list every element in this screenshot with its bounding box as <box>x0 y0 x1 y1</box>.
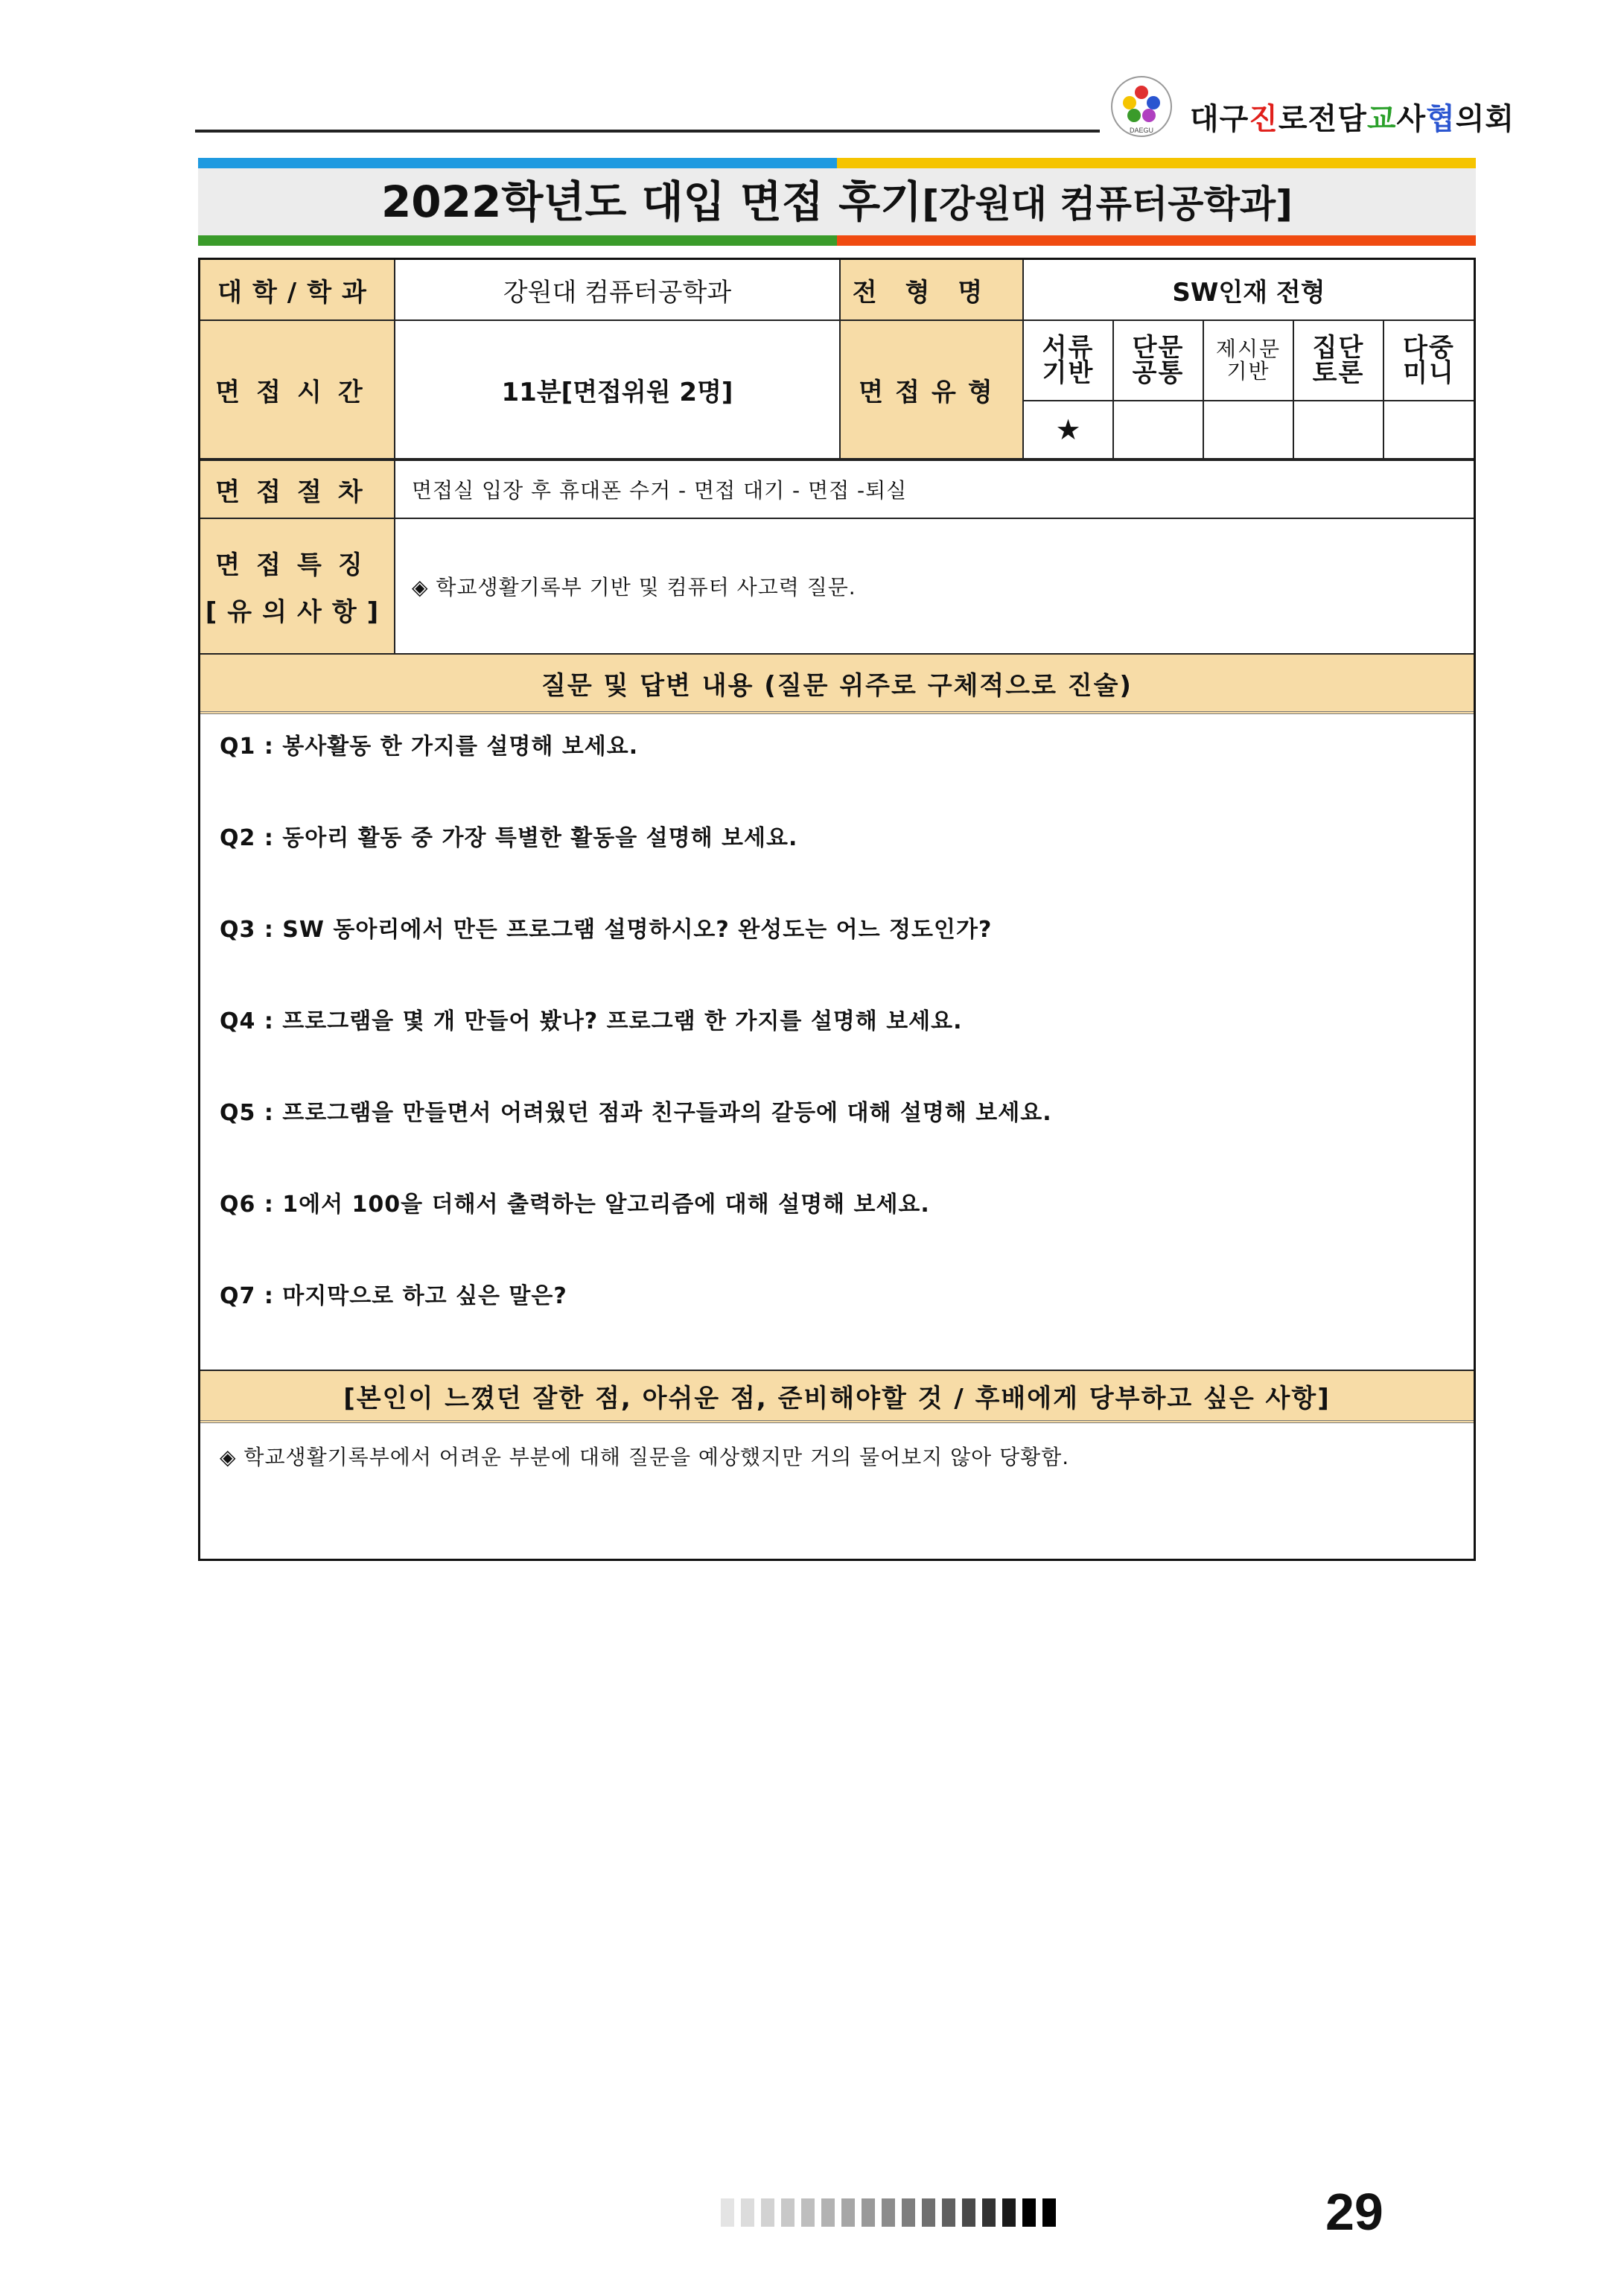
type-group-discussion: 집단 토론 <box>1294 321 1384 401</box>
logo-text: DAEGU <box>1129 127 1154 134</box>
question-item: Q1 : 봉사활동 한 가지를 설명해 보세요. <box>220 734 639 760</box>
banner-bar-blue <box>198 158 837 168</box>
reflection-value: ◈ 학교생활기록부에서 어려운 부분에 대해 질문을 예상했지만 거의 물어보지 않아 당황함. <box>220 1445 1070 1469</box>
question-item: Q2 : 동아리 활동 중 가장 특별한 활동을 설명해 보세요. <box>220 825 798 851</box>
question-item: Q4 : 프로그램을 몇 개 만들어 봤나? 프로그램 한 가지를 설명해 보세요. <box>220 1008 963 1034</box>
interview-form-table <box>198 258 1476 1561</box>
banner-bar-red <box>837 235 1476 246</box>
title-banner <box>198 158 1476 241</box>
association-logo-icon <box>1109 74 1174 139</box>
question-list <box>200 720 1474 1376</box>
page-number: 29 <box>1325 2183 1383 2241</box>
type-mark-short-common <box>1114 401 1204 459</box>
feature-label: 면접특징 [유의사항] <box>200 519 395 655</box>
admission-label: 전형명 <box>841 260 1024 321</box>
banner-bar-yellow <box>837 158 1476 168</box>
admission-value: SW인재 전형 <box>1024 260 1474 321</box>
type-mark-multi-mini <box>1384 401 1474 459</box>
page-progress-blocks <box>721 2198 1056 2228</box>
header-rule <box>195 130 1100 133</box>
type-passage-based: 제시문 기반 <box>1204 321 1294 401</box>
feature-value: ◈ 학교생활기록부 기반 및 컴퓨터 사고력 질문. <box>395 519 1474 655</box>
question-item: Q7 : 마지막으로 하고 싶은 말은? <box>220 1283 567 1309</box>
type-short-common: 단문 공통 <box>1114 321 1204 401</box>
question-item: Q6 : 1에서 100을 더해서 출력하는 알고리즘에 대해 설명해 보세요. <box>220 1192 930 1218</box>
type-mark-passage-based <box>1204 401 1294 459</box>
school-value: 강원대 컴퓨터공학과 <box>395 260 841 321</box>
reflection-heading: [본인이 느꼈던 잘한 점, 아쉬운 점, 준비해야할 것 / 후배에게 당부하고 싶은 사항] <box>200 1370 1474 1423</box>
page-subtitle: [강원대 컴퓨터공학과] <box>922 182 1293 226</box>
type-mark-group-discussion <box>1294 401 1384 459</box>
school-label: 대학/학과 <box>200 260 395 321</box>
banner-bar-green <box>198 235 837 246</box>
interview-type-label: 면접유형 <box>841 321 1024 459</box>
qa-heading: 질문 및 답변 내용 (질문 위주로 구체적으로 진술) <box>200 655 1474 714</box>
page-title: 2022학년도 대입 면접 후기[강원대 컴퓨터공학과] <box>380 177 1293 227</box>
type-multi-mini: 다중 미니 <box>1384 321 1474 401</box>
procedure-value: 면접실 입장 후 휴대폰 수거 - 면접 대기 - 면접 -퇴실 <box>395 459 1474 519</box>
type-document-based: 서류 기반 <box>1024 321 1114 401</box>
question-item: Q5 : 프로그램을 만들면서 어려웠던 점과 친구들과의 갈등에 대해 설명해 보세요. <box>220 1100 1052 1126</box>
procedure-label: 면접절차 <box>200 459 395 519</box>
time-label: 면접시간 <box>200 321 395 459</box>
question-item: Q3 : SW 동아리에서 만든 프로그램 설명하시오? 완성도는 어느 정도인가? <box>220 917 993 943</box>
type-mark-document-based: ★ <box>1024 401 1114 459</box>
time-value: 11분[면접위원 2명] <box>395 321 841 459</box>
organization-name: 대구진로전담교사협의회 <box>1190 102 1515 136</box>
